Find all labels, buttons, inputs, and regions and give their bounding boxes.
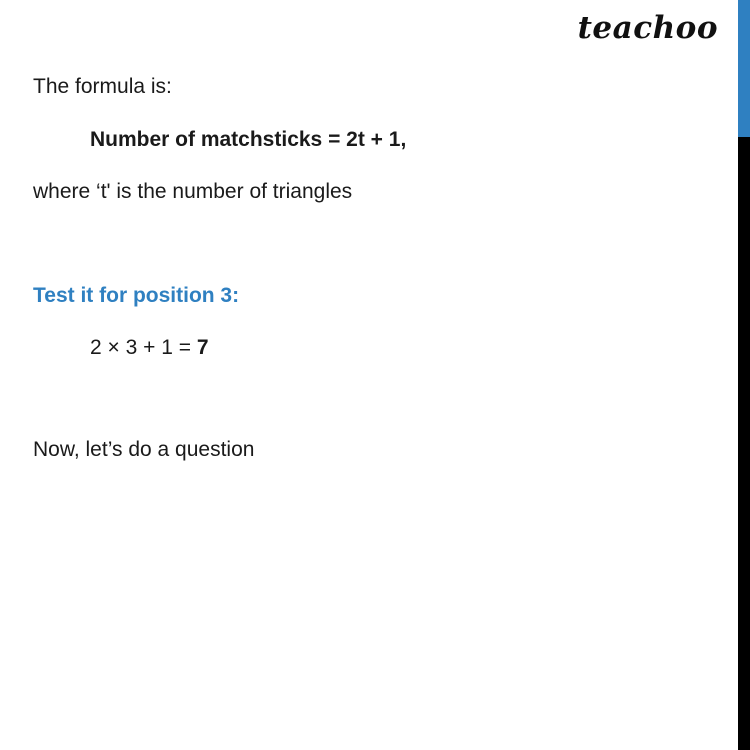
outro-text: Now, let’s do a question xyxy=(33,438,255,461)
test-heading: Test it for position 3: xyxy=(33,284,240,307)
formula-text: Number of matchsticks = 2t + 1, xyxy=(90,128,407,151)
where-text: where ‘t' is the number of triangles xyxy=(33,180,353,203)
teachoo-logo: teachoo xyxy=(577,10,718,46)
intro-text: The formula is: xyxy=(33,75,172,98)
test-result: 7 xyxy=(196,336,209,359)
test-expression: 2 × 3 + 1 = xyxy=(90,336,197,359)
test-calculation xyxy=(90,335,209,361)
side-bar-accent xyxy=(738,0,750,137)
